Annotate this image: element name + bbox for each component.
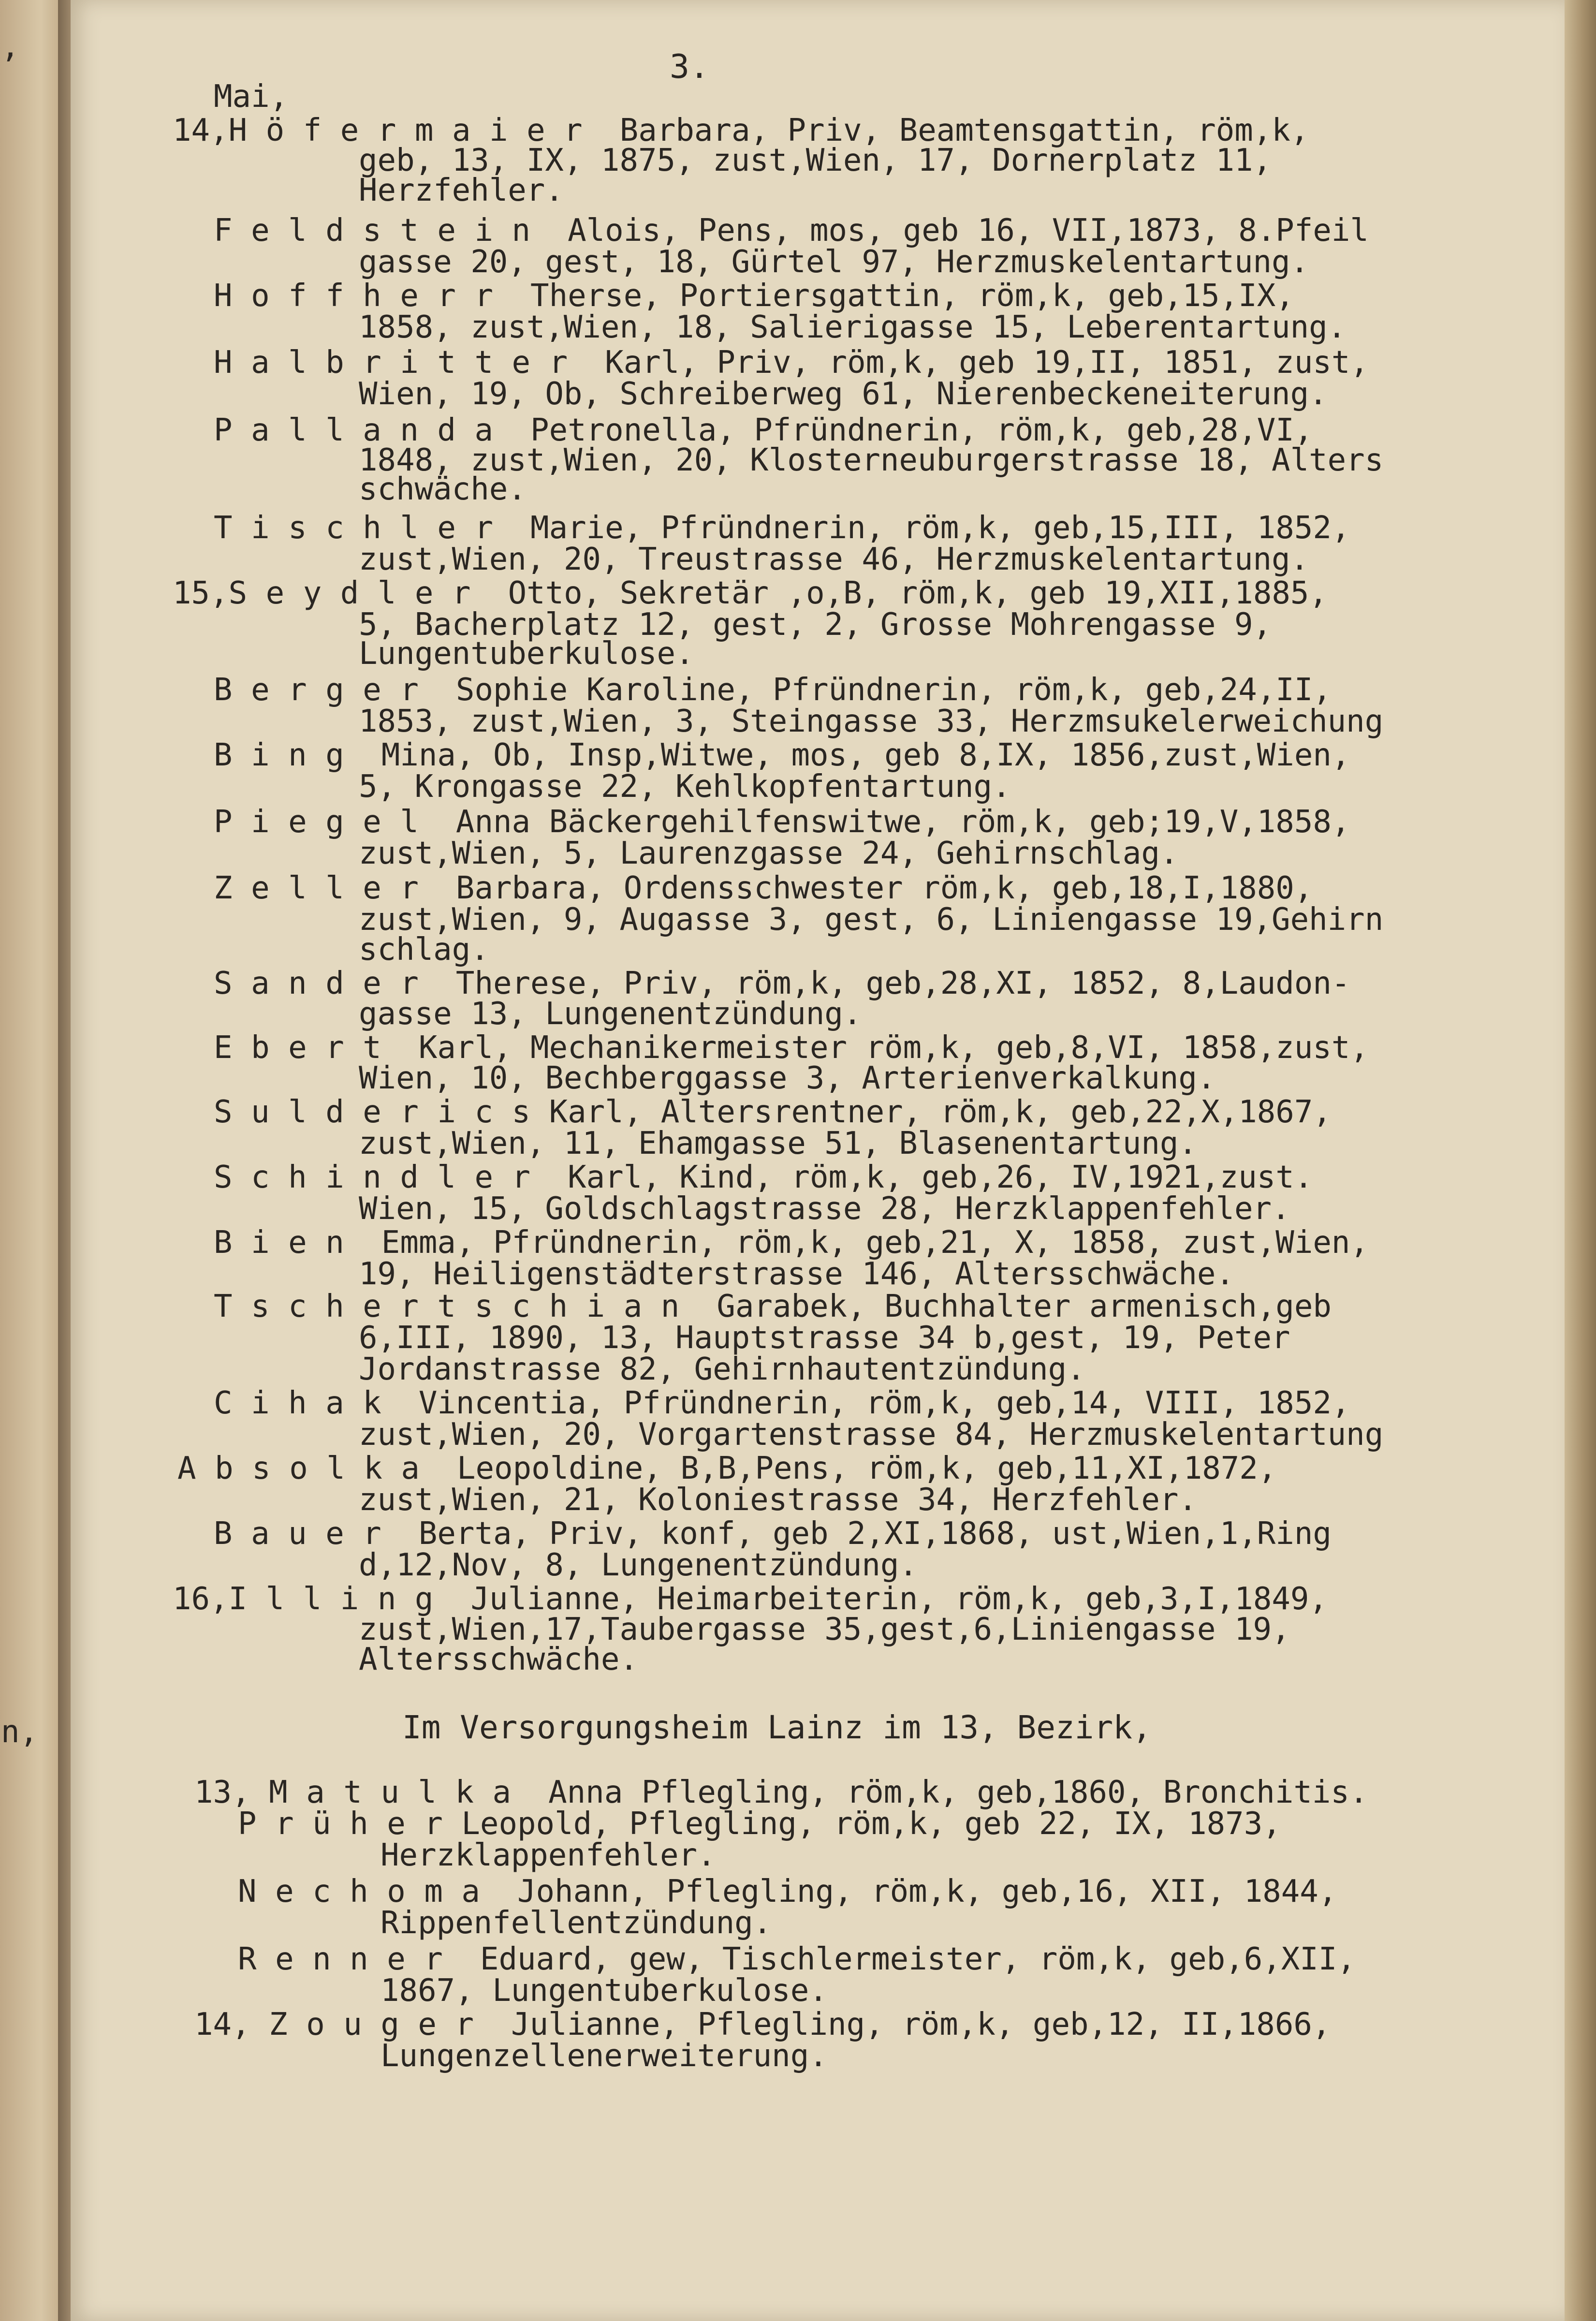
entry-line: 1858, zust,Wien, 18, Salierigasse 15, Leberentartung. bbox=[359, 309, 1347, 345]
entry-line: P i e g e l Anna Bäckergehilfenswitwe, röm,k, geb;19,V,1858, bbox=[214, 804, 1350, 840]
entry-line: zust,Wien, 20, Treustrasse 46, Herzmuskelentartung. bbox=[359, 542, 1309, 577]
entry-line: zust,Wien, 5, Laurenzgasse 24, Gehirnschlag. bbox=[359, 836, 1179, 871]
entry-line: schlag. bbox=[359, 932, 489, 968]
entry-line: P a l l a n d a Petronella, Pfründnerin, röm,k, geb,28,VI, bbox=[214, 412, 1313, 448]
entry-line: H o f f h e r r Therse, Portiersgattin, röm,k, geb,15,IX, bbox=[214, 278, 1294, 314]
lainz-entry-line: 13, M a t u l k a Anna Pflegling, röm,k, geb,1860, Bronchitis. bbox=[194, 1775, 1368, 1810]
entry-line: B i e n Emma, Pfründnerin, röm,k, geb,21, X, 1858, zust,Wien, bbox=[214, 1225, 1369, 1261]
lainz-entry-line: 14, Z o u g e r Julianne, Pflegling, röm,k, geb,12, II,1866, bbox=[194, 2007, 1331, 2042]
lainz-entry-line: N e c h o m a Johann, Pflegling, röm,k, geb,16, XII, 1844, bbox=[238, 1874, 1337, 1910]
entry-line: E b e r t Karl, Mechanikermeister röm,k, geb,8,VI, 1858,zust, bbox=[214, 1030, 1369, 1066]
entry-line: zust,Wien, 9, Augasse 3, gest, 6, Liniengasse 19,Gehirn bbox=[359, 902, 1384, 938]
entry-line: zust,Wien,17,Taubergasse 35,gest,6,Liniengasse 19, bbox=[359, 1612, 1290, 1647]
entry-line: C i h a k Vincentia, Pfründnerin, röm,k, geb,14, VIII, 1852, bbox=[214, 1385, 1350, 1421]
lainz-entry-line: Herzklappenfehler. bbox=[381, 1837, 716, 1873]
lainz-entry-line: Lungenzellenerweiterung. bbox=[381, 2038, 828, 2074]
entry-line: Wien, 19, Ob, Schreiberweg 61, Nierenbeckeneiterung. bbox=[359, 376, 1328, 412]
entry-line: B i n g Mina, Ob, Insp,Witwe, mos, geb 8,IX, 1856,zust,Wien, bbox=[214, 737, 1350, 773]
page-number: 3. bbox=[670, 48, 709, 86]
entry-line: 14,H ö f e r m a i e r Barbara, Priv, Beamtensgattin, röm,k, bbox=[173, 113, 1309, 148]
entry-line: schwäche. bbox=[359, 471, 527, 507]
month-heading: Mai, bbox=[214, 79, 289, 115]
entry-line: gasse 20, gest, 18, Gürtel 97, Herzmuskelentartung. bbox=[359, 244, 1309, 280]
entry-line: H a l b r i t t e r Karl, Priv, röm,k, geb 19,II, 1851, zust, bbox=[214, 345, 1369, 381]
previous-page-edge bbox=[0, 0, 58, 2321]
entry-line: 6,III, 1890, 13, Hauptstrasse 34 b,gest, 19, Peter bbox=[359, 1320, 1290, 1356]
lainz-entry-line: P r ü h e r Leopold, Pflegling, röm,k, geb 22, IX, 1873, bbox=[238, 1806, 1281, 1842]
entry-line: d,12,Nov, 8, Lungenentzündung. bbox=[359, 1547, 918, 1583]
entry-line: 5, Krongasse 22, Kehlkopfentartung. bbox=[359, 769, 1011, 805]
entry-line: 15,S e y d l e r Otto, Sekretär ,o,B, röm,k, geb 19,XII,1885, bbox=[173, 575, 1328, 611]
entry-line: geb, 13, IX, 1875, zust,Wien, 17, Dornerplatz 11, bbox=[359, 143, 1272, 178]
entry-line: zust,Wien, 11, Ehamgasse 51, Blasenentartung. bbox=[359, 1126, 1197, 1161]
entry-line: Herzfehler. bbox=[359, 173, 564, 208]
entry-line: B e r g e r Sophie Karoline, Pfründnerin, röm,k, geb,24,II, bbox=[214, 672, 1332, 708]
entry-line: F e l d s t e i n Alois, Pens, mos, geb 16, VII,1873, 8.Pfeil bbox=[214, 213, 1369, 249]
section-heading: Im Versorgungsheim Lainz im 13, Bezirk, bbox=[402, 1709, 1152, 1746]
entry-line: T s c h e r t s c h i a n Garabek, Buchhalter armenisch,geb bbox=[214, 1289, 1332, 1324]
entry-line: zust,Wien, 20, Vorgartenstrasse 84, Herzmuskelentartung bbox=[359, 1417, 1384, 1453]
entry-line: 5, Bacherplatz 12, gest, 2, Grosse Mohrengasse 9, bbox=[359, 607, 1272, 643]
page-stack-edge bbox=[1565, 0, 1596, 2321]
lainz-entry-line: R e n n e r Eduard, gew, Tischlermeister, röm,k, geb,6,XII, bbox=[238, 1941, 1356, 1977]
entry-line: Lungentuberkulose. bbox=[359, 636, 694, 672]
entry-line: S u l d e r i c s Karl, Altersrentner, röm,k, geb,22,X,1867, bbox=[214, 1094, 1332, 1130]
entry-line: T i s c h l e r Marie, Pfründnerin, röm,k, geb,15,III, 1852, bbox=[214, 510, 1350, 546]
previous-page-fragment: n, bbox=[1, 1714, 39, 1750]
entry-line: 1853, zust,Wien, 3, Steingasse 33, Herzmsukelerweichung bbox=[359, 704, 1384, 739]
entry-line: Jordanstrasse 82, Gehirnhautentzündung. bbox=[359, 1351, 1085, 1387]
book-gutter bbox=[58, 0, 71, 2321]
entry-line: 1848, zust,Wien, 20, Klosterneuburgerstrasse 18, Alters bbox=[359, 442, 1384, 478]
lainz-entry-line: Rippenfellentzündung. bbox=[381, 1905, 772, 1941]
entry-line: S c h i n d l e r Karl, Kind, röm,k, geb,26, IV,1921,zust. bbox=[214, 1160, 1313, 1195]
entry-line: gasse 13, Lungenentzündung. bbox=[359, 996, 862, 1032]
entry-line: 16,I l l i n g Julianne, Heimarbeiterin, röm,k, geb,3,I,1849, bbox=[173, 1581, 1328, 1617]
previous-page-fragment: , bbox=[1, 29, 20, 65]
entry-line: Wien, 10, Bechberggasse 3, Arterienverkalkung. bbox=[359, 1060, 1216, 1096]
lainz-entry-line: 1867, Lungentuberkulose. bbox=[381, 1973, 828, 2009]
entry-line: A b s o l k a Leopoldine, B,B,Pens, röm,k, geb,11,XI,1872, bbox=[177, 1451, 1277, 1486]
entry-line: Wien, 15, Goldschlagstrasse 28, Herzklappenfehler. bbox=[359, 1191, 1290, 1227]
entry-line: Z e l l e r Barbara, Ordensschwester röm,k, geb,18,I,1880, bbox=[214, 870, 1313, 906]
entry-line: Altersschwäche. bbox=[359, 1642, 638, 1677]
entry-line: S a n d e r Therese, Priv, röm,k, geb,28,XI, 1852, 8,Laudon- bbox=[214, 966, 1350, 1001]
entry-line: B a u e r Berta, Priv, konf, geb 2,XI,1868, ust,Wien,1,Ring bbox=[214, 1516, 1332, 1552]
entry-line: 19, Heiligenstädterstrasse 146, Altersschwäche. bbox=[359, 1256, 1234, 1292]
entry-line: zust,Wien, 21, Koloniestrasse 34, Herzfehler. bbox=[359, 1482, 1197, 1518]
